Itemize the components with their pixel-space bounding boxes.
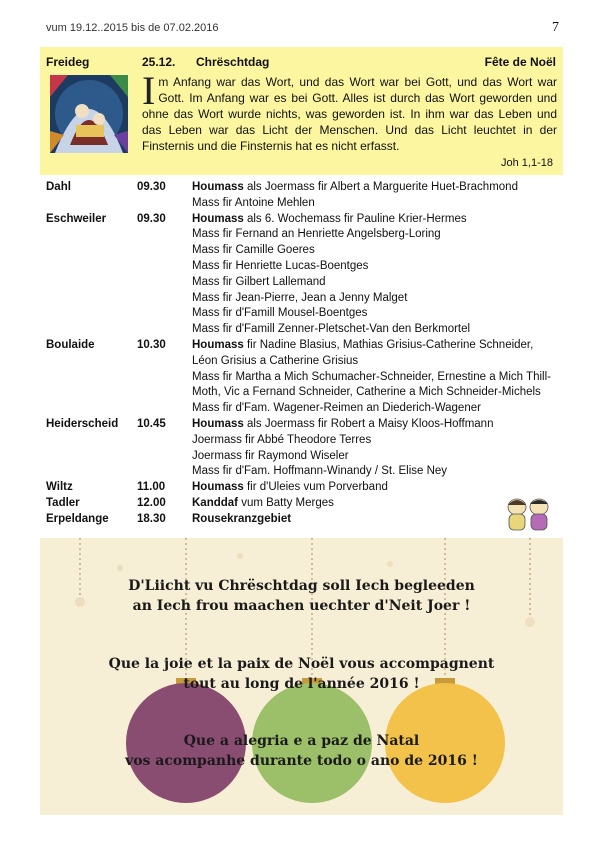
feast-date: 25.12. [142, 55, 176, 69]
feast-name-fr: Fête de Noël [484, 55, 556, 69]
mass-line [192, 370, 566, 386]
mass-intention: Mass fir Antoine Mehlen [192, 196, 315, 209]
mass-intention: Mass fir Fernand an Henriette Angelsberg-Loring [192, 228, 441, 241]
nativity-window-image [50, 75, 128, 153]
mass-time: 11.00 [137, 481, 166, 494]
mass-time: 18.30 [137, 512, 166, 525]
mass-entry [46, 338, 566, 417]
mass-intention: fir Nadine Blasius, Mathias Grisius-Catherine Schneider, [243, 338, 534, 351]
mass-intention: Mass fir d'Famill Mousel-Boentges [192, 307, 368, 320]
mass-place: Erpeldange [46, 512, 109, 525]
mass-intention: als Joermass fir Robert a Maisy Kloos-Hoffmann [243, 417, 494, 430]
gospel-body: m Anfang war das Wort, und das Wort war bei Gott, und das Wort war Gott. Im Anfang war es bei Gott. Alles ist durch das Wort geworden und ohne das Wort wurde nichts, was geworden ist. In ihm war das Leben und das Leben war das Licht der Menschen. Und das Licht leuchtet in der Finsternis und die Finsternis hat es nicht erfasst. [142, 75, 557, 153]
mass-intention: Mass fir d'Fam. Wagener-Reimen an Diederich-Wagener [192, 402, 481, 415]
mass-entry [46, 180, 566, 212]
mass-lines [192, 212, 566, 338]
gospel-reference: Joh 1,1-18 [501, 157, 553, 169]
mass-intention: Léon Grisius a Catherine Grisius [192, 354, 359, 367]
mass-place: Heiderscheid [46, 417, 119, 430]
mass-line [192, 275, 566, 291]
mass-time: 10.45 [137, 417, 166, 430]
mass-schedule [46, 180, 566, 528]
mass-intention: Moth, Vic a Fernand Schneider, Catherine a Mich Schneider-Michels [192, 386, 541, 399]
mass-entry [46, 512, 566, 528]
mass-time: 09.30 [137, 181, 166, 193]
mass-line [192, 291, 566, 307]
mass-time: 10.30 [137, 338, 166, 351]
mass-line [192, 306, 566, 322]
gospel-text [142, 68, 557, 154]
mass-intention: Mass fir Martha a Mich Schumacher-Schneider, Ernestine a Mich Thill- [192, 370, 551, 383]
mass-line [192, 385, 566, 401]
running-head: vum 19.12..2015 bis de 07.02.2016 [46, 22, 219, 34]
mass-lines [192, 417, 566, 480]
mass-intention: Mass fir Camille Goeres [192, 244, 315, 257]
mass-time: 09.30 [137, 212, 166, 225]
mass-line [192, 401, 566, 417]
mass-place: Eschweiler [46, 212, 107, 225]
mass-type: Houmass [192, 338, 244, 351]
mass-line [192, 243, 566, 259]
mass-place: Tadler [46, 496, 80, 509]
greeting-french: Que la joie et la paix de Noël vous accompagnent tout au long de l'année 2016 ! [108, 656, 495, 692]
mass-line [192, 449, 566, 465]
mass-type: Houmass [192, 481, 244, 494]
mass-line [192, 417, 566, 433]
mass-lines [192, 338, 566, 417]
mass-place: Wiltz [46, 481, 73, 494]
mass-lines [192, 480, 566, 496]
mass-line [192, 322, 566, 338]
mass-place: Dahl [46, 181, 71, 193]
mass-time: 12.00 [137, 496, 166, 509]
mass-entry [46, 417, 566, 480]
greeting-panel [40, 538, 563, 815]
mass-intention: vum Batty Merges [238, 496, 334, 509]
mass-entry [46, 496, 566, 512]
mass-line [192, 464, 566, 480]
feast-name: Chrëschtdag [196, 55, 270, 69]
mass-intention: als Joermass fir Albert a Marguerite Huet-Brachmond [243, 181, 518, 193]
mass-intention: Joermass fir Abbé Theodore Terres [192, 433, 372, 446]
mass-line [192, 259, 566, 275]
mass-line [192, 180, 566, 196]
mass-entry [46, 480, 566, 496]
mass-line [192, 227, 566, 243]
feast-day: Freideg [46, 55, 90, 69]
mass-intention: Mass fir d'Fam. Hoffmann-Winandy / St. Elise Ney [192, 465, 448, 478]
mass-line [192, 196, 566, 212]
mass-type: Kanddaf [192, 496, 238, 509]
mass-intention: Mass fir d'Famill Zenner-Pletschet-Van den Berkmortel [192, 323, 471, 336]
mass-intention: Mass fir Jean-Pierre, Jean a Jenny Malget [192, 291, 408, 304]
mass-intention: Joermass fir Raymond Wiseler [192, 449, 349, 462]
mass-line [192, 354, 566, 370]
mass-intention: Mass fir Gilbert Lallemand [192, 275, 326, 288]
mass-line [192, 480, 566, 496]
page-number: 7 [552, 20, 559, 35]
mass-type: Houmass [192, 181, 244, 193]
mass-entry [46, 212, 566, 338]
mass-type: Houmass [192, 212, 244, 225]
mass-place: Boulaide [46, 338, 95, 351]
children-illustration [503, 495, 555, 533]
mass-line [192, 433, 566, 449]
greeting-luxembourgish: D'Liicht vu Chrëschtdag soll Iech begleeden an Iech frou maachen uechter d'Neit Joer ! [128, 578, 475, 614]
gospel-dropcap: I [142, 68, 156, 113]
mass-line [192, 212, 566, 228]
mass-line [192, 338, 566, 354]
mass-intention: als 6. Wochemass fir Pauline Krier-Hermes [243, 212, 467, 225]
mass-intention: Mass fir Henriette Lucas-Boentges [192, 259, 369, 272]
mass-intention: fir d'Uleies vum Porverband [243, 481, 388, 494]
feast-box [40, 47, 563, 175]
greeting-portuguese: Que a alegria e a paz de Natal vos acompanhe durante todo o ano de 2016 ! [125, 733, 478, 769]
mass-type: Rousekranzgebiet [192, 512, 292, 525]
mass-lines [192, 180, 566, 212]
mass-type: Houmass [192, 417, 244, 430]
